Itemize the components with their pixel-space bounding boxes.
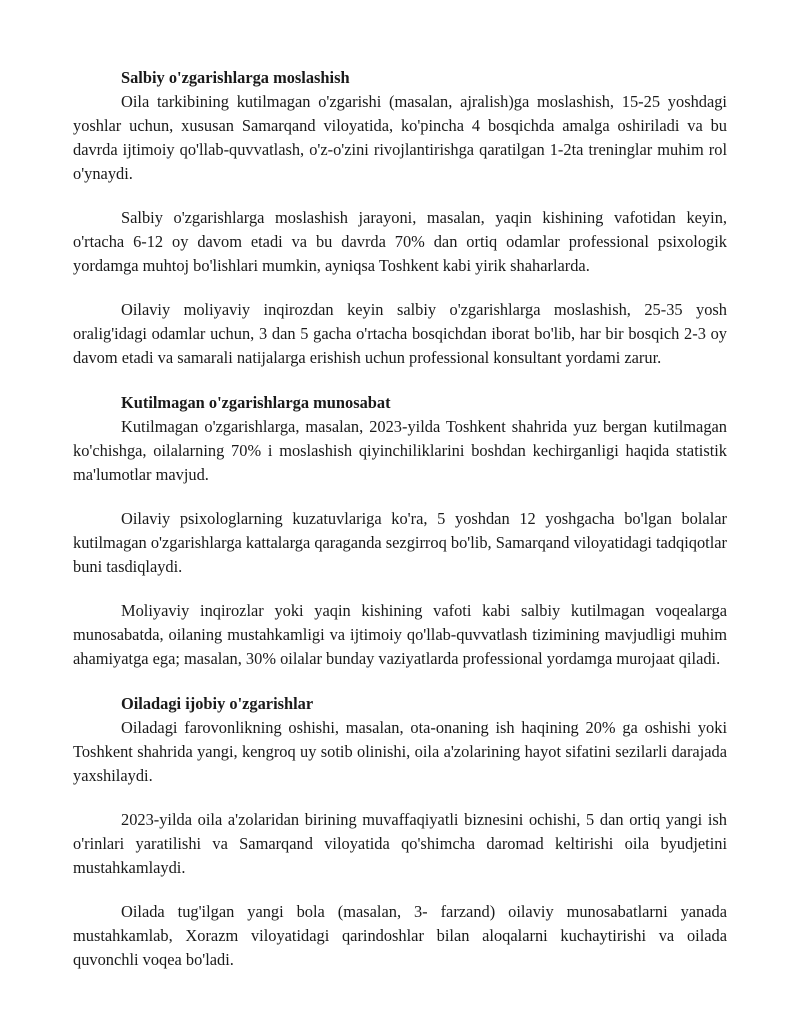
paragraph: Oilaviy psixologlarning kuzatuvlariga ko'ra, 5 yoshdan 12 yoshgacha bo'lgan bolalar kutilmagan o'zgarishlarga kattalarga qaraganda sezgirroq bo'lib, Samarqand viloyatidagi tadqiqotlar buni tasdiqlaydi. [73,509,727,576]
paragraph: Kutilmagan o'zgarishlarga, masalan, 2023-yilda Toshkent shahrida yuz bergan kutilmagan ko'chishga, oilalarning 70% i moslashish qiyinchiliklarini boshdan kechirganligi haqida statistik ma'lumotlar mavjud. [73,417,727,484]
paragraph: Oila tarkibining kutilmagan o'zgarishi (masalan, ajralish)ga moslashish, 15-25 yoshdagi yoshlar uchun, xususan Samarqand viloyatida, ko'pincha 4 bosqichda amalga oshiriladi va bu davrda ijtimoiy qo'llab-quvvatlash, o'z-o'zini rivojlantirishga qaratilgan 1-2ta treninglar muhim rol o'ynaydi. [73,92,727,183]
document-page [73,66,727,972]
paragraph: 2023-yilda oila a'zolaridan birining muvaffaqiyatli biznesini ochishi, 5 dan ortiq yangi ish o'rinlari yaratilishi va Samarqand viloyatida qo'shimcha daromad keltirishi oila byudjetini mustahkamlaydi. [73,810,727,877]
section-heading: Salbiy o'zgarishlarga moslashish [121,68,350,87]
paragraph: Moliyaviy inqirozlar yoki yaqin kishining vafoti kabi salbiy kutilmagan voqealarga munosabatda, oilaning mustahkamligi va ijtimoiy qo'llab-quvvatlash tizimining mavjudligi muhim ahamiyatga ega; masalan, 30% oilalar bunday vaziyatlarda professional yordamga murojaat qiladi. [73,601,727,668]
paragraph: Oilaviy moliyaviy inqirozdan keyin salbiy o'zgarishlarga moslashish, 25-35 yosh oralig'idagi odamlar uchun, 3 dan 5 gacha o'rtacha bosqichdan iborat bo'lib, har bir bosqich 2-3 oy davom etadi va samarali natijalarga erishish uchun professional konsultant yordami zarur. [73,300,727,367]
paragraph: Oilada tug'ilgan yangi bola (masalan, 3- farzand) oilaviy munosabatlarni yanada mustahkamlab, Xorazm viloyatidagi qarindoshlar bilan aloqalarni kuchaytirishi va oilada quvonchli voqea bo'ladi. [73,902,727,969]
paragraph: Salbiy o'zgarishlarga moslashish jarayoni, masalan, yaqin kishining vafotidan keyin, o'rtacha 6-12 oy davom etadi va bu davrda 70% dan ortiq odamlar professional psixologik yordamga muhtoj bo'lishlari mumkin, ayniqsa Toshkent kabi yirik shaharlarda. [73,208,727,275]
section-heading: Kutilmagan o'zgarishlarga munosabat [121,393,391,412]
paragraph: Oiladagi farovonlikning oshishi, masalan, ota-onaning ish haqining 20% ga oshishi yoki Toshkent shahrida yangi, kengroq uy sotib olinishi, oila a'zolarining hayot sifatini sezilarli darajada yaxshilaydi. [73,718,727,785]
section-heading: Oiladagi ijobiy o'zgarishlar [121,694,314,713]
